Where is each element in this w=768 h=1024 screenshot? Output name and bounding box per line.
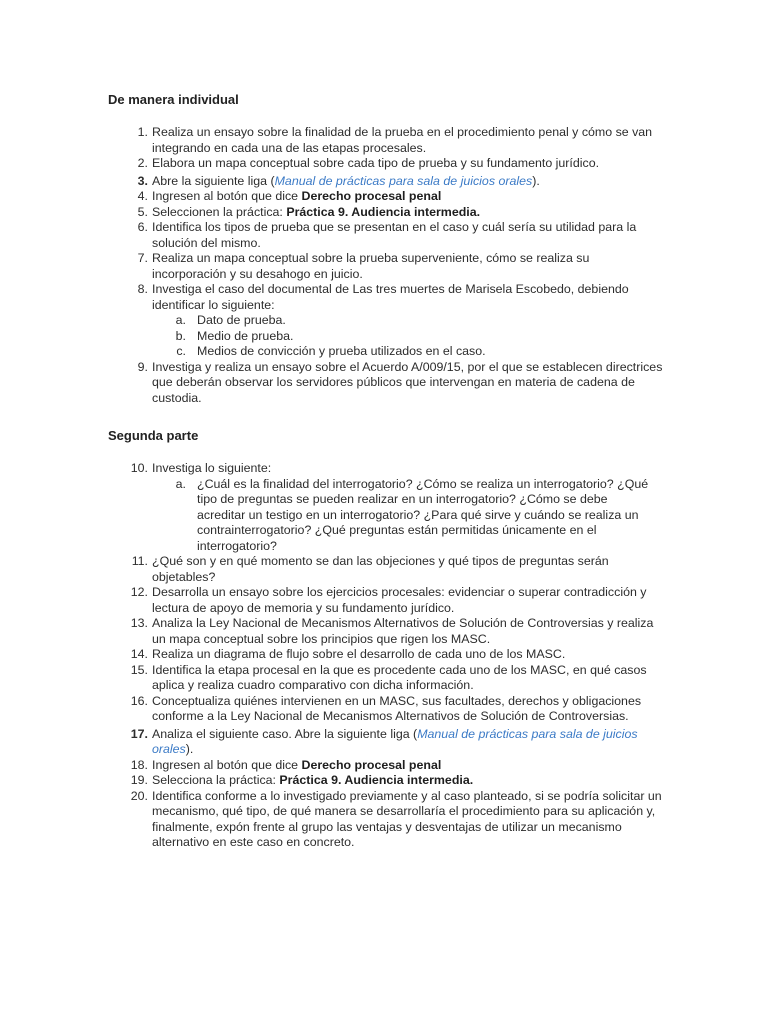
list-item: 12. Desarrolla un ensayo sobre los ejercicios procesales: evidenciar o superar contradicción y lectura de apoyo de memoria y su fundamento jurídico.: [130, 585, 647, 615]
list-item: 14. Realiza un diagrama de flujo sobre el desarrollo de cada uno de los MASC.: [130, 647, 566, 661]
sub-list-item: a. ¿Cuál es la finalidad del interrogatorio? ¿Cómo se realiza un interrogatorio? ¿Qué tipo de preguntas se pueden realizar en un interrogatorio? ¿Cómo se debe acreditar un testigo en un interrogatorio? ¿Para qué sirve y cuándo se realiza un contrainterrogatorio? ¿Qué preguntas están permitidas únicamente en el interrogatorio?: [175, 476, 649, 553]
list-item: 17. Analiza el siguiente caso. Abre la siguiente liga (Manual de prácticas para sala de juicios orales).: [130, 726, 638, 756]
list-item: 4. Ingresen al botón que dice Derecho procesal penal: [137, 189, 442, 203]
list-item: 8. Investiga el caso del documental de Las tres muertes de Marisela Escobedo, debiendo identificar lo siguiente:: [137, 282, 629, 312]
list-item: 11. ¿Qué son y en qué momento se dan las objeciones y qué tipos de preguntas serán objetables?: [131, 554, 609, 584]
list-item: 19. Selecciona la práctica: Práctica 9. Audiencia intermedia.: [130, 773, 474, 787]
list-item: 3. Abre la siguiente liga (Manual de prácticas para sala de juicios orales).: [137, 173, 540, 188]
manual-practicas-link[interactable]: Manual de prácticas para sala de juicios orales: [274, 173, 533, 188]
sub-list-item: b. Medio de prueba.: [175, 328, 294, 343]
section-heading-individual: De manera individual: [108, 92, 239, 107]
section-heading-segunda-parte: Segunda parte: [108, 428, 199, 443]
list-item: 18. Ingresen al botón que dice Derecho procesal penal: [130, 757, 442, 772]
list-item: 10. Investiga lo siguiente:: [130, 461, 272, 475]
list-item: 15. Identifica la etapa procesal en la que es procedente cada uno de los MASC, en qué casos aplica y realiza cuadro comparativo con dicha información.: [130, 662, 647, 692]
list-item: 7. Realiza un mapa conceptual sobre la prueba superveniente, cómo se realiza su incorporación y su desahogo en juicio.: [137, 251, 590, 281]
manual-practicas-link[interactable]: Manual de prácticas para sala de juicios orales: [152, 726, 638, 756]
list-item: 1. Realiza un ensayo sobre la finalidad de la prueba en el procedimiento penal y cómo se van integrando en cada una de las etapas procesales.: [137, 125, 653, 155]
list-item: 20. Identifica conforme a lo investigado previamente y al caso planteado, si se podría solicitar un mecanismo, qué tipo, de qué manera se desarrollaría el procedimiento para su aplicación y, finalmente, expón frente al grupo las ventajas y desventajas de utilizar un mecanismo alternativo en este caso en concreto.: [130, 788, 662, 849]
list-item: 6. Identifica los tipos de prueba que se presentan en el caso y cuál sería su utilidad para la solución del mismo.: [137, 220, 637, 250]
sub-list-item: c. Medios de convicción y prueba utilizados en el caso.: [176, 344, 486, 358]
list-item: 9. Investiga y realiza un ensayo sobre el Acuerdo A/009/15, por el que se establecen directrices que deberán observar los servidores públicos que intervengan en materia de cadena de custodia.: [137, 359, 663, 405]
list-item: 16. Conceptualiza quiénes intervienen en un MASC, sus facultades, derechos y obligaciones conforme a la Ley Nacional de Mecanismos Alternativos de Solución de Controversias.: [130, 693, 642, 723]
list-item: 2. Elabora un mapa conceptual sobre cada tipo de prueba y su fundamento jurídico.: [137, 156, 600, 170]
list-item: 13. Analiza la Ley Nacional de Mecanismos Alternativos de Solución de Controversias y realiza un mapa conceptual sobre los principios que rigen los MASC.: [130, 616, 654, 646]
instructions-list-part2: [0, 461, 768, 851]
sub-list-item: a. Dato de prueba.: [175, 313, 286, 327]
instructions-list-part1: [0, 125, 768, 406]
list-item: 5. Seleccionen la práctica: Práctica 9. Audiencia intermedia.: [137, 204, 481, 219]
